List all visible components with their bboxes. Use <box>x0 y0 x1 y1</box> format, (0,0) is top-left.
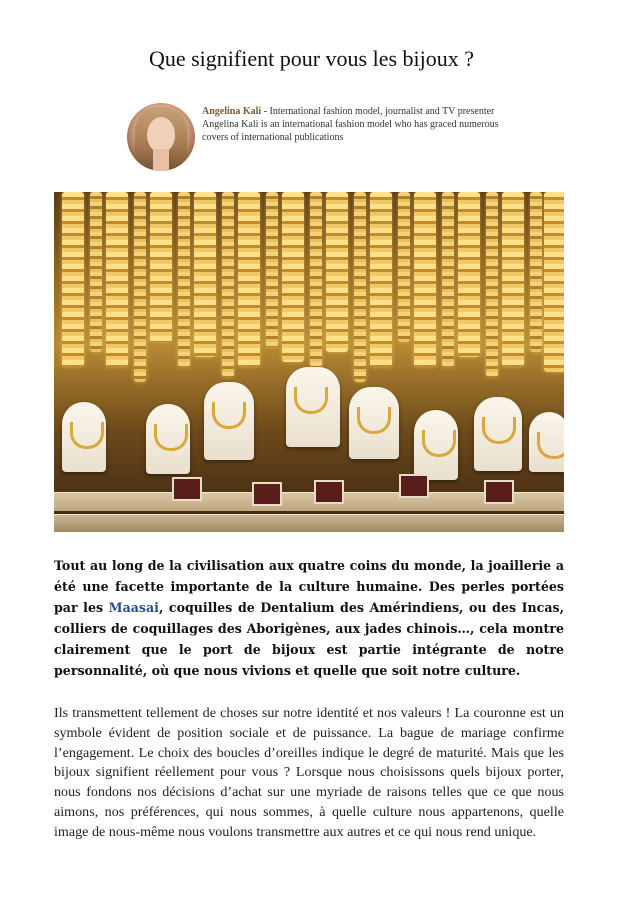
author-text <box>202 105 512 144</box>
article-title: Que signifient pour vous les bijoux ? <box>148 46 475 71</box>
author-avatar <box>127 103 195 171</box>
lead-part1: Tout au long de la civilisation aux quatre coins du monde, la joaillerie a été une facette importante de la culture humaine. Des perles portées par les <box>54 558 564 615</box>
lead-part2: , coquilles de Dentalium des Amérindiens, ou des Incas, colliers de coquillages des Aborigènes, aux jades chinois…, cela montre clairement que le port de bijoux est partie intégrante de notre personnalité, où que nous vivions et quelle que soit notre culture. <box>54 600 564 678</box>
body-paragraph: Ils transmettent tellement de choses sur notre identité et nos valeurs ! La couronne est un symbole évident de position sociale et de puissance. La bague de mariage confirme l’engagement. Le choix des boucles d’oreilles indique le degré de maturité. Mais que les bijoux signifient réellement pour vous ? Lorsque nous choisissons quels bijoux porter, nous fondons nos décisions d’achat sur une myriade de raisons telles que ce que nous aimons, nos préférences, qui nous sommes, à quelle culture nous appartenons, quelle image de nous-même nous voulons transmettre aux autres et ce qui nous rend unique. <box>54 705 564 840</box>
author-bio: Angelina Kali is an international fashion model who has graced numerous covers of international publications <box>202 119 499 143</box>
author-block <box>127 103 527 175</box>
lead-paragraph <box>54 555 564 681</box>
author-role: - International fashion model, journalist and TV presenter <box>261 106 495 117</box>
jewelry-photo <box>54 192 564 532</box>
maasai-link[interactable]: Maasai <box>108 600 159 615</box>
author-name[interactable]: Angelina Kali <box>202 106 262 117</box>
